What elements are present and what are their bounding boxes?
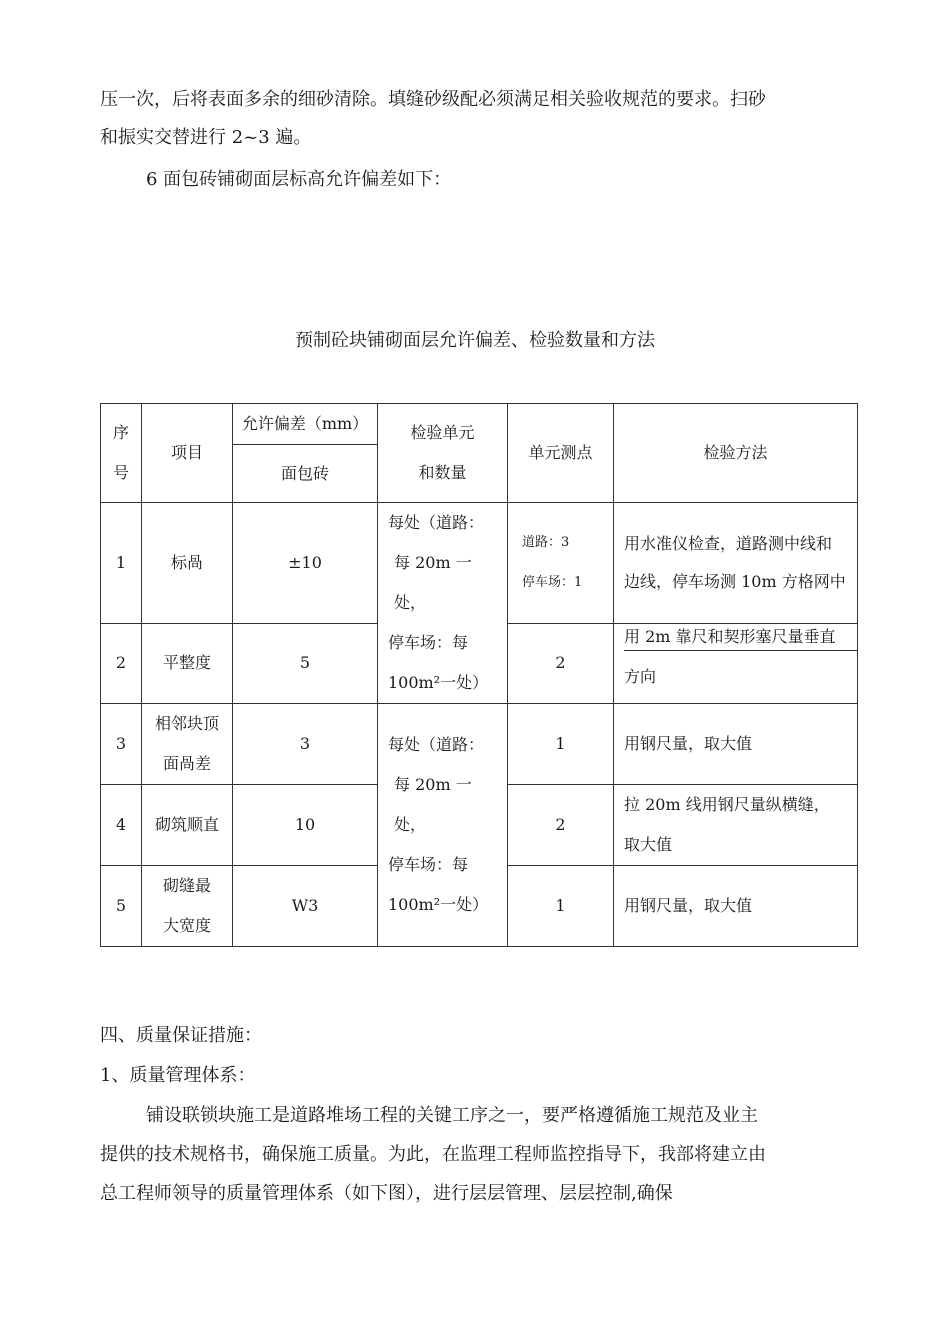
cell-no: 3 [101,704,142,785]
cell-points: 2 [508,623,614,703]
unit-line: 100m²一处） [388,895,489,914]
cell-method: 用钢尺量，取大值 [614,704,858,785]
method-line: 取大值 [624,835,673,854]
method-line: 方向 [624,666,657,686]
cell-method [614,785,858,866]
cell-tol: 10 [233,785,378,866]
cell-item: 砌筑顺直 [142,785,233,866]
cell-points: 2 [508,785,614,866]
cell-no: 2 [101,623,142,703]
cell-item: 平整度 [142,623,233,703]
section-heading: 四、质量保证措施： [100,1025,262,1046]
method-line: 用 2m 靠尺和契形塞尺量垂直 [624,624,857,651]
unit-line: 每处（道路： [388,735,485,754]
method-line: 拉 20m 线用钢尺量纵横缝， [624,795,830,814]
cell-no: 4 [101,785,142,866]
cell-method [614,503,858,624]
item-line: 大宽度 [162,916,211,935]
item-line: 面咼差 [162,754,211,773]
unit-line: 每处（道路： [388,513,485,532]
item-line: 相邻块顶 [154,714,219,733]
cell-points: 1 [508,704,614,785]
cell-unit-group [378,503,508,704]
paragraph-line: 6 面包砖铺砌面层标高允许偏差如下： [146,169,452,190]
paragraph-line: 提供的技术规格书，确保施工质量。为此，在监理工程师监控指导下，我部将建立由 [100,1144,766,1165]
points-line: 道路：3 [522,534,570,550]
header-unit-b: 和数量 [418,463,467,482]
header-points: 单元测点 [508,404,614,503]
table-row [101,704,858,785]
table-caption: 预制砼块铺砌面层允许偏差、检验数量和方法 [295,330,655,351]
cell-item [142,866,233,947]
cell-method: 用钢尺量，取大值 [614,866,858,947]
header-item: 项目 [142,404,233,503]
paragraph-line: 总工程师领导的质量管理体系（如下图），进行层层管理、层层控制,确保 [100,1183,673,1204]
cell-no: 5 [101,866,142,947]
header-tolerance-sub: 面包砖 [233,445,378,503]
cell-unit-group [378,704,508,947]
item-line: 砌缝最 [162,876,211,895]
paragraph-line: 和振实交替进行 2~3 遍。 [100,127,312,148]
unit-line: 停车场：每 [388,633,469,652]
cell-item: 标咼 [142,503,233,624]
cell-tol: W3 [233,866,378,947]
cell-tol: ±10 [233,503,378,624]
header-seq-b: 号 [112,463,129,482]
section-subheading: 1、质量管理体系： [100,1065,256,1086]
tolerance-table [100,403,858,947]
points-line: 停车场：1 [522,574,583,590]
header-seq [101,404,142,503]
unit-line: 每 20m 一处， [394,553,472,612]
unit-line: 100m²一处） [388,673,489,692]
unit-line: 停车场：每 [388,855,469,874]
method-line: 边线，停车场测 10m 方格网中 [624,571,846,591]
cell-method [614,623,858,703]
header-unit-a: 检验单元 [410,423,475,442]
cell-points [508,503,614,624]
cell-tol: 5 [233,623,378,703]
table-row [101,503,858,624]
cell-points: 1 [508,866,614,947]
cell-no: 1 [101,503,142,624]
header-tolerance: 允许偏差（mm） [233,404,378,445]
header-seq-a: 序 [112,423,129,442]
header-method: 检验方法 [614,404,858,503]
paragraph-line: 铺设联锁块施工是道路堆场工程的关键工序之一，要严格遵循施工规范及业主 [146,1105,758,1126]
header-unit [378,404,508,503]
method-line: 用水准仪检查，道路测中线和 [624,533,833,553]
cell-item [142,704,233,785]
unit-line: 每 20m 一处， [394,775,472,834]
cell-tol: 3 [233,704,378,785]
paragraph-line: 压一次，后将表面多余的细砂清除。填缝砂级配必须满足相关验收规范的要求。扫砂 [100,89,766,110]
